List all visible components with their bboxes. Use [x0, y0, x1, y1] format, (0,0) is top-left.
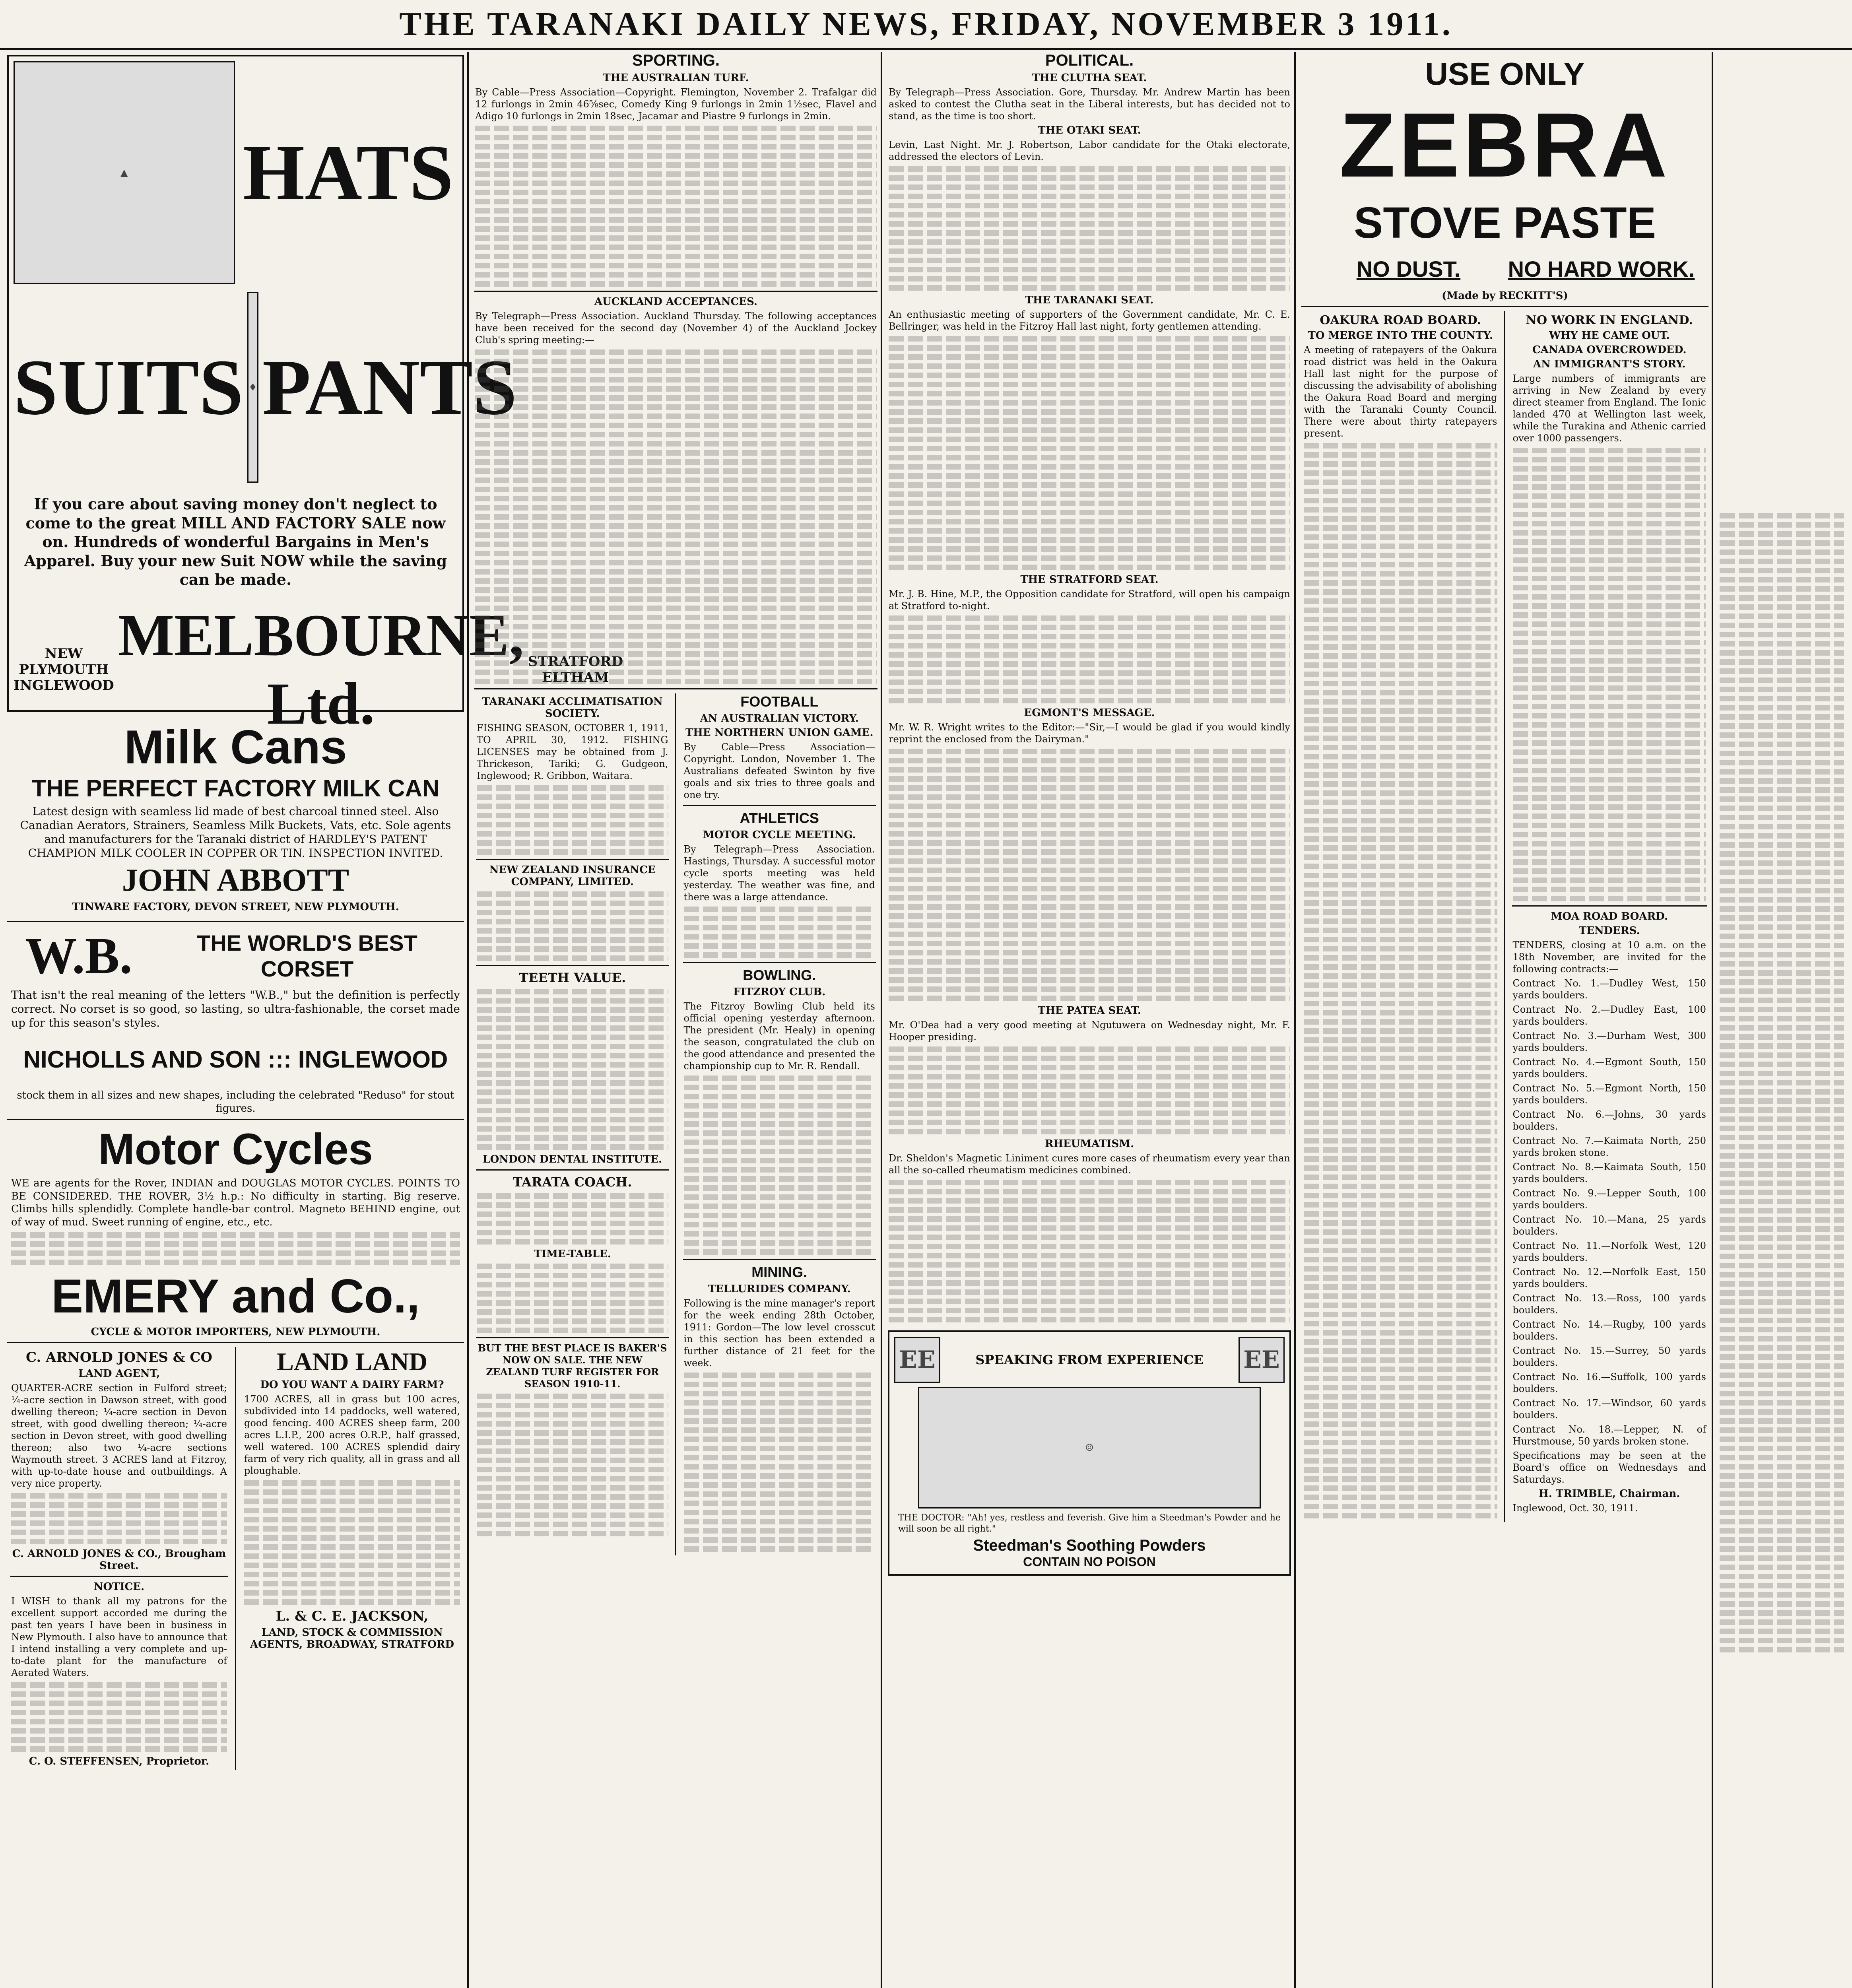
moa-signature: H. TRIMBLE, Chairman.: [1539, 1488, 1680, 1500]
milk-title: Milk Cans: [124, 720, 347, 774]
steedman-name: Steedman's Soothing Powders: [973, 1537, 1206, 1554]
zebra-ad: [1302, 56, 1708, 302]
oakura-subtitle: TO MERGE INTO THE COUNTY.: [1308, 330, 1493, 342]
moa-contract: Contract No. 13.—Ross, 100 yards boulders.: [1512, 1293, 1706, 1316]
no-work-subtitle-2: CANADA OVERCROWDED.: [1532, 344, 1687, 356]
land-body: 1700 ACRES, all in grass but 100 acres, subdivided into 14 paddocks, well watered, good fencing. 400 ACRES sheep farm, 200 acres L.I.P., 200 acres O.R.P., half grassed, well watered. 100 ACRES splendid dairy farm of very rich quality, all in grass and all ploughable.: [244, 1394, 460, 1476]
egmont-heading: EGMONT'S MESSAGE.: [1024, 707, 1155, 719]
mining-title: MINING.: [751, 1264, 808, 1280]
athletics-subtitle: MOTOR CYCLE MEETING.: [703, 829, 856, 841]
auckland-heading: AUCKLAND ACCEPTANCES.: [594, 296, 758, 308]
masthead: [0, 0, 1852, 50]
arnold-subtitle: LAND AGENT,: [78, 1368, 160, 1380]
patea-heading: THE PATEA SEAT.: [1038, 1005, 1141, 1017]
notice-signature: C. O. STEFFENSEN, Proprietor.: [29, 1755, 210, 1767]
stratford-body: Mr. J. B. Hine, M.P., the Opposition candidate for Stratford, will open his campaign at Stratford to-night.: [889, 588, 1290, 612]
motor-title: Motor Cycles: [98, 1125, 373, 1174]
horse-cart-illustration: ▲: [14, 61, 235, 284]
divider: [476, 965, 669, 966]
oakura-body: A meeting of ratepayers of the Oakura road district was held in the Oakura Hall last night for the purpose of discussing the advisability of abolishing the Oakura Road Board and merging with the Taranaki County Council. There were about thirty ratepayers present.: [1304, 344, 1497, 439]
milk-cans-ad: [7, 720, 464, 913]
moa-contract: Contract No. 10.—Mana, 25 yards boulders.: [1512, 1214, 1706, 1237]
land-title: LAND LAND: [277, 1347, 427, 1376]
men-illustration: ♦: [247, 292, 258, 483]
bowling-subtitle: FITZROY CLUB.: [733, 986, 826, 998]
no-work-subtitle-3: AN IMMIGRANT'S STORY.: [1533, 358, 1686, 370]
land-firm: L. & C. E. JACKSON,: [276, 1608, 429, 1624]
athletics-text-filler: [684, 907, 876, 958]
corset-stock: stock them in all sizes and new shapes, including the celebrated "Reduso" for stout figures.: [17, 1089, 454, 1114]
corset-firm: NICHOLLS AND SON ::: INGLEWOOD: [23, 1046, 448, 1073]
taranaki-text-filler: [889, 336, 1290, 570]
divider: [474, 688, 877, 689]
football-subtitle: AN AUSTRALIAN VICTORY.: [700, 712, 859, 724]
divider: [683, 962, 876, 963]
mining-text-filler: [684, 1373, 876, 1552]
no-work-title: NO WORK IN ENGLAND.: [1526, 313, 1693, 327]
steedman-speaking: SPEAKING FROM EXPERIENCE: [975, 1352, 1204, 1367]
column-5: [1716, 52, 1848, 1988]
coach-heading: TARATA COACH.: [513, 1175, 632, 1190]
land-subtitle: DO YOU WANT A DAIRY FARM?: [260, 1379, 444, 1391]
ee-logo: EE: [1239, 1337, 1285, 1383]
corset-body: That isn't the real meaning of the letters "W.B.," but the definition is perfectly correct. No corset is so good, so lasting, so ultra-fashionable, the corset made up for this season's styles.: [11, 988, 460, 1029]
milk-name: JOHN ABBOTT: [122, 863, 349, 898]
divider: [1301, 306, 1708, 307]
egmont-body: Mr. W. R. Wright writes to the Editor:—"Sir,—I would be glad if you would kindly reprint the enclosed from the Dairyman.": [889, 722, 1290, 745]
zebra-no-hard-work: NO HARD WORK.: [1508, 256, 1695, 282]
land-text-filler: [244, 1480, 460, 1605]
otaki-text-filler: [889, 166, 1290, 291]
athletics-body: By Telegraph—Press Association. Hastings, Thursday. A successful motor cycle sports meeting was held yesterday. The weather was fine, and there was a large attendance.: [683, 844, 875, 903]
mining-subtitle: TELLURIDES COMPANY.: [708, 1283, 851, 1295]
melbourne-left-towns: NEW PLYMOUTH INGLEWOOD: [14, 645, 114, 693]
milk-body: Latest design with seamless lid made of best charcoal tinned steel. Also Canadian Aerators, Strainers, Seamless Milk Buckets, Vats, etc. Sole agents and manufacturers for the Taranaki district of HARDLEY'S PATENT CHAMPION MILK COOLER IN COPPER OR TIN. INSPECTION INVITED.: [20, 805, 451, 860]
no-work-body: Large numbers of immigrants are arriving in New Zealand by every direct steamer from England. The Ionic landed 470 at Wellington last week, while the Turakina and Athenic carried over 1000 passengers.: [1512, 373, 1706, 444]
notice-text-filler: [11, 1682, 227, 1752]
turf-text-filler: [475, 126, 877, 287]
coach-text-filler: [477, 1193, 668, 1244]
turf-register-text: BUT THE BEST PLACE IS BAKER'S NOW ON SALE. THE NEW ZEALAND TURF REGISTER FOR SEASON 1910-11.: [478, 1342, 667, 1390]
football-title: FOOTBALL: [740, 693, 819, 710]
motor-firm: EMERY and Co.,: [51, 1270, 420, 1323]
timetable-heading: TIME-TABLE.: [534, 1248, 611, 1260]
divider: [10, 1576, 228, 1577]
no-work-subtitle: WHY HE CAME OUT.: [1549, 330, 1670, 342]
oakura-article: [1300, 311, 1505, 1522]
steedman-ad: [888, 1330, 1291, 1576]
otaki-body: Levin, Last Night. Mr. J. Robertson, Labor candidate for the Otaki electorate, addressed the electors of Levin.: [889, 139, 1290, 162]
patea-body: Mr. O'Dea had a very good meeting at Ngutuwera on Wednesday night, Mr. F. Hooper presiding.: [889, 1019, 1290, 1043]
mining-body: Following is the mine manager's report for the week ending 28th October, 1911: Gordon—The low level crosscut in this section has been extended a further distance of 21 feet for the week.: [683, 1298, 875, 1369]
motor-text-filler: [11, 1232, 460, 1265]
acclimatisation-body: FISHING SEASON, OCTOBER 1, 1911, TO APRIL 30, 1912. FISHING LICENSES may be obtained from J. Thrickeson, Tariki; G. Gudgeon, Inglewood; R. Gribbon, Waitara.: [477, 722, 668, 781]
motor-cycles-ad: [7, 1124, 464, 1338]
divider: [476, 1337, 669, 1338]
sporting-ads-right: [680, 693, 879, 1555]
moa-contract: Contract No. 1.—Dudley West, 150 yards boulders.: [1512, 978, 1706, 1001]
moa-title: MOA ROAD BOARD.: [1551, 911, 1668, 922]
motor-body: WE are agents for the Rover, INDIAN and DOUGLAS MOTOR CYCLES. POINTS TO BE CONSIDERED. THE ROVER, 3½ h.p.: No difficulty in starting. Big reserve. Climbs hills splendidly. Complete handle-bar control. Magneto BEHIND engine, out of way of mud. Sweet running of engine, etc., etc.: [11, 1177, 460, 1228]
ee-logo: EE: [894, 1337, 940, 1383]
column-3: [885, 52, 1296, 1988]
moa-contracts: [1509, 977, 1710, 1447]
zebra-made-by: (Made by RECKITT'S): [1442, 290, 1568, 302]
land-address: LAND, STOCK & COMMISSION AGENTS, BROADWAY, STRATFORD: [250, 1627, 454, 1650]
suits-heading: SUITS: [14, 343, 244, 431]
bowling-body: The Fitzroy Bowling Club held its official opening yesterday afternoon. The president (Mr. Healy) in opening the season, congratulated the club on the good attendance and presented the championship cup to Mr. R. Rendall.: [683, 1001, 875, 1072]
insurance-text-filler: [477, 891, 668, 961]
turf-register-filler: [477, 1394, 668, 1536]
moa-intro: TENDERS, closing at 10 a.m. on the 18th November, are invited for the following contracts:—: [1512, 940, 1706, 975]
melbourne-right-towns: STRATFORD ELTHAM: [528, 653, 623, 685]
no-work-text-filler: [1513, 448, 1706, 901]
moa-place: Inglewood, Oct. 30, 1911.: [1512, 1503, 1638, 1514]
hats-heading: HATS: [243, 128, 454, 217]
moa-subtitle: TENDERS.: [1578, 925, 1640, 937]
zebra-use-only: USE ONLY: [1425, 56, 1585, 91]
egmont-text-filler: [889, 749, 1290, 1001]
moa-contract: Contract No. 14.—Rugby, 100 yards boulders.: [1512, 1319, 1706, 1342]
divider: [683, 1259, 876, 1260]
rheumatism-heading: RHEUMATISM.: [1044, 1138, 1134, 1150]
rheumatism-body: Dr. Sheldon's Magnetic Liniment cures more cases of rheumatism every year than all the so-called rheumatism medicines combined.: [889, 1153, 1290, 1176]
stratford-heading: THE STRATFORD SEAT.: [1020, 574, 1159, 586]
corset-ad: [7, 926, 464, 1115]
bowling-text-filler: [684, 1076, 876, 1255]
arnold-signature: C. ARNOLD JONES & CO., Brougham Street.: [12, 1548, 226, 1572]
football-body: By Cable—Press Association—Copyright. London, November 1. The Australians defeated Swinton by five goals and six tries to three goals and one try.: [683, 742, 875, 800]
political-title: POLITICAL.: [1045, 52, 1134, 69]
divider: [476, 859, 669, 860]
steedman-contain: CONTAIN NO POISON: [1023, 1555, 1156, 1569]
pants-heading: PANTS: [262, 343, 517, 431]
right-subcolumn: [1509, 311, 1710, 1522]
notice-title: NOTICE.: [93, 1581, 145, 1593]
divider: [7, 921, 464, 922]
moa-contract: Contract No. 4.—Egmont South, 150 yards boulders.: [1512, 1056, 1706, 1079]
column-2: [471, 52, 882, 1988]
moa-contract: Contract No. 15.—Surrey, 50 yards boulders.: [1512, 1345, 1706, 1368]
divider: [474, 291, 877, 292]
arnold-title: C. ARNOLD JONES & CO: [26, 1349, 212, 1365]
divider: [1512, 905, 1707, 907]
arnold-text-filler: [11, 1493, 227, 1544]
masthead-title: THE TARANAKI DAILY NEWS, FRIDAY, NOVEMBER 3 1911.: [399, 5, 1453, 43]
auckland-body: By Telegraph—Press Association. Auckland Thursday. The following acceptances have been received for the second day (November 4) of the Auckland Jockey Club's spring meeting:—: [475, 311, 877, 346]
column-4: [1298, 52, 1713, 1988]
dental-heading: LONDON DENTAL INSTITUTE.: [483, 1153, 662, 1165]
taranaki-heading: THE TARANAKI SEAT.: [1025, 294, 1154, 306]
divider: [7, 1119, 464, 1120]
patea-text-filler: [889, 1046, 1290, 1134]
sporting-title: SPORTING.: [632, 52, 720, 69]
auckland-text-filler: [475, 349, 877, 684]
divider: [7, 1342, 464, 1343]
timetable-filler: [477, 1264, 668, 1333]
otaki-heading: THE OTAKI SEAT.: [1038, 124, 1141, 136]
milk-address: TINWARE FACTORY, DEVON STREET, NEW PLYMOUTH.: [72, 901, 399, 913]
teeth-heading: TEETH VALUE.: [519, 970, 626, 985]
moa-contract: Contract No. 2.—Dudley East, 100 yards boulders.: [1512, 1004, 1706, 1027]
acclimatisation-text-filler: [477, 785, 668, 855]
moa-contract: Contract No. 9.—Lepper South, 100 yards boulders.: [1512, 1188, 1706, 1211]
motor-address: CYCLE & MOTOR IMPORTERS, NEW PLYMOUTH.: [91, 1326, 380, 1338]
milk-subtitle: THE PERFECT FACTORY MILK CAN: [31, 775, 440, 802]
divider: [683, 805, 876, 806]
rheumatism-text-filler: [889, 1180, 1290, 1322]
divider: [476, 1169, 669, 1171]
moa-contract: Contract No. 18.—Lepper, N. of Hurstmouse, 50 yards broken stone.: [1512, 1424, 1706, 1447]
zebra-no-dust: NO DUST.: [1356, 256, 1461, 282]
doctor-illustration: ☺: [918, 1387, 1261, 1508]
moa-contract: Contract No. 16.—Suffolk, 100 yards boulders.: [1512, 1371, 1706, 1394]
football-subtitle-2: THE NORTHERN UNION GAME.: [685, 727, 874, 739]
moa-specifications: Specifications may be seen at the Board's office on Wednesdays and Saturdays.: [1512, 1450, 1706, 1485]
moa-contract: Contract No. 6.—Johns, 30 yards boulders.: [1512, 1109, 1706, 1132]
clutha-heading: THE CLUTHA SEAT.: [1032, 72, 1147, 84]
steedman-doctor: THE DOCTOR: "Ah! yes, restless and feverish. Give him a Steedman's Powder and he will soon be all right.": [898, 1513, 1281, 1534]
moa-contract: Contract No. 5.—Egmont North, 150 yards boulders.: [1512, 1083, 1706, 1106]
oakura-text-filler: [1304, 443, 1497, 1518]
melbourne-text: If you care about saving money don't neglect to come to the great MILL AND FACTORY SALE now on. Hundreds of wonderful Bargains in Men's Apparel. Buy your new Suit NOW while the saving can be made.: [24, 495, 447, 588]
column-5-text-filler: [1720, 513, 1844, 1652]
stratford-text-filler: [889, 615, 1290, 703]
acclimatisation-heading: TARANAKI ACCLIMATISATION SOCIETY.: [482, 696, 663, 720]
melbourne-name: MELBOURNE, Ltd.: [118, 602, 524, 737]
teeth-text-filler: [477, 989, 668, 1150]
sporting-ads-left: [473, 693, 676, 1555]
moa-contract: Contract No. 7.—Kaimata North, 250 yards broken stone.: [1512, 1135, 1706, 1158]
zebra-subtitle: STOVE PASTE: [1353, 198, 1656, 247]
clutha-body: By Telegraph—Press Association. Gore, Thursday. Mr. Andrew Martin has been asked to contest the Clutha seat in the Liberal interests, but has decided not to stand, as the time is too short.: [889, 87, 1290, 122]
athletics-title: ATHLETICS: [740, 810, 819, 826]
corset-wb: W.B.: [25, 927, 132, 984]
bowling-title: BOWLING.: [743, 967, 816, 983]
moa-contract: Contract No. 3.—Durham West, 300 yards boulders.: [1512, 1030, 1706, 1053]
moa-contract: Contract No. 12.—Norfolk East, 150 yards boulders.: [1512, 1266, 1706, 1289]
turf-body: By Cable—Press Association—Copyright. Flemington, November 2. Trafalgar did 12 furlongs in 2min 46⅝sec, Comedy King 9 furlongs in 2min 1½sec, Flavel and Adigo 10 furlongs in 2min 18sec, Jacamar and Piastre 9 furlongs in 2min.: [475, 87, 877, 122]
turf-heading: THE AUSTRALIAN TURF.: [603, 72, 749, 84]
zebra-name: ZEBRA: [1339, 94, 1671, 196]
arnold-jones-ad: [7, 1347, 236, 1770]
notice-body: I WISH to thank all my patrons for the excellent support accorded me during the past ten years I have been in business in New Plymouth. I also have to announce that I intend installing a very complete and up-to-date plant for the manufacture of Aerated Waters.: [11, 1596, 227, 1678]
land-ad: [240, 1347, 464, 1770]
moa-contract: Contract No. 17.—Windsor, 60 yards boulders.: [1512, 1398, 1706, 1421]
oakura-title: OAKURA ROAD BOARD.: [1320, 313, 1481, 327]
arnold-body: QUARTER-ACRE section in Fulford street; ¼-acre section in Dawson street, with good dwelling thereon; ¼-acre section in Devon street, with good dwelling thereon; ¼-acre section in Devon street, with good dwelling thereon; also two ¼-acre sections Waymouth street. 3 ACRES land at Fitzroy, with up-to-date house and outbuildings. A very nice property.: [11, 1382, 227, 1489]
moa-contract: Contract No. 8.—Kaimata South, 150 yards boulders.: [1512, 1161, 1706, 1184]
taranaki-body: An enthusiastic meeting of supporters of the Government candidate, Mr. C. E. Bellringer, was held in the Fitzroy Hall last night, forty gentlemen attending.: [889, 309, 1290, 332]
insurance-heading: NEW ZEALAND INSURANCE COMPANY, LIMITED.: [489, 864, 656, 888]
moa-contract: Contract No. 11.—Norfolk West, 120 yards boulders.: [1512, 1240, 1706, 1263]
corset-title: THE WORLD'S BEST CORSET: [197, 930, 417, 981]
